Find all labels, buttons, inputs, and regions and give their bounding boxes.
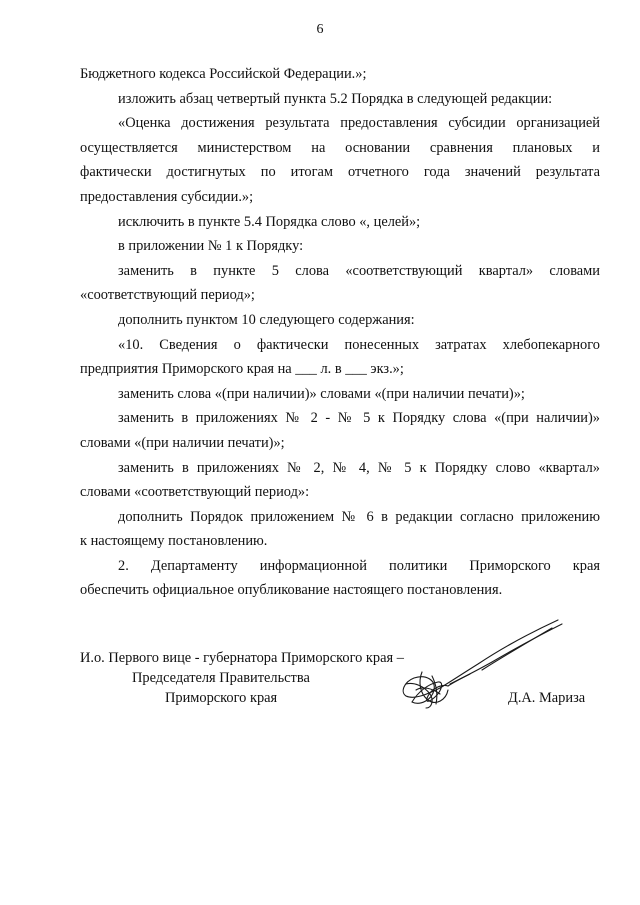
body-line: в приложении № 1 к Порядку: [118,238,304,255]
body-line: «10. Сведения о фактически понесенных затратах хлебопекарного [118,336,600,353]
body-line: заменить в приложениях № 2 - № 5 к Порядку слова «(при наличии)» [118,410,600,427]
signer-title-line-3: Приморского края [165,690,278,706]
document-body [80,62,600,603]
signer-name: Д.А. Мариза [508,690,586,706]
signer-title-line-2: Председателя Правительства [132,670,310,686]
body-line: изложить абзац четвертый пункта 5.2 Порядка в следующей редакции: [118,90,553,107]
body-line: словами «(при наличии печати)»; [80,434,285,451]
body-line: фактически достигнутых по итогам отчетного года значений результата [80,164,600,181]
body-line: заменить в пункте 5 слова «соответствующий квартал» словами [118,262,600,279]
body-line: осуществляется министерством на основании сравнения плановых и [80,139,600,156]
body-line: обеспечить официальное опубликование настоящего постановления. [80,582,503,599]
body-line: предоставления субсидии.»; [80,188,254,205]
body-line: «соответствующий период»; [80,287,255,304]
page-number: 6 [316,22,324,37]
body-line: заменить в приложениях № 2, № 4, № 5 к Порядку слово «квартал» [118,459,600,476]
body-line: дополнить пунктом 10 следующего содержания: [118,311,415,328]
body-line: словами «соответствующий период»: [80,484,310,501]
body-line: «Оценка достижения результата предоставления субсидии организацией [118,115,600,132]
body-line: к настоящему постановлению. [80,533,268,550]
body-line: заменить слова «(при наличии)» словами «(при наличии печати)»; [118,385,525,402]
body-line: исключить в пункте 5.4 Порядка слово «, целей»; [118,213,421,230]
signer-title-line-1: И.о. Первого вице - губернатора Приморского края – [80,650,404,666]
body-line: предприятия Приморского края на ___ л. в ___ экз.»; [80,361,404,378]
body-line: дополнить Порядок приложением № 6 в редакции согласно приложению [118,508,600,525]
body-line: 2. Департаменту информационной политики Приморского края [118,557,600,574]
body-line: Бюджетного кодекса Российской Федерации.»; [80,66,367,82]
